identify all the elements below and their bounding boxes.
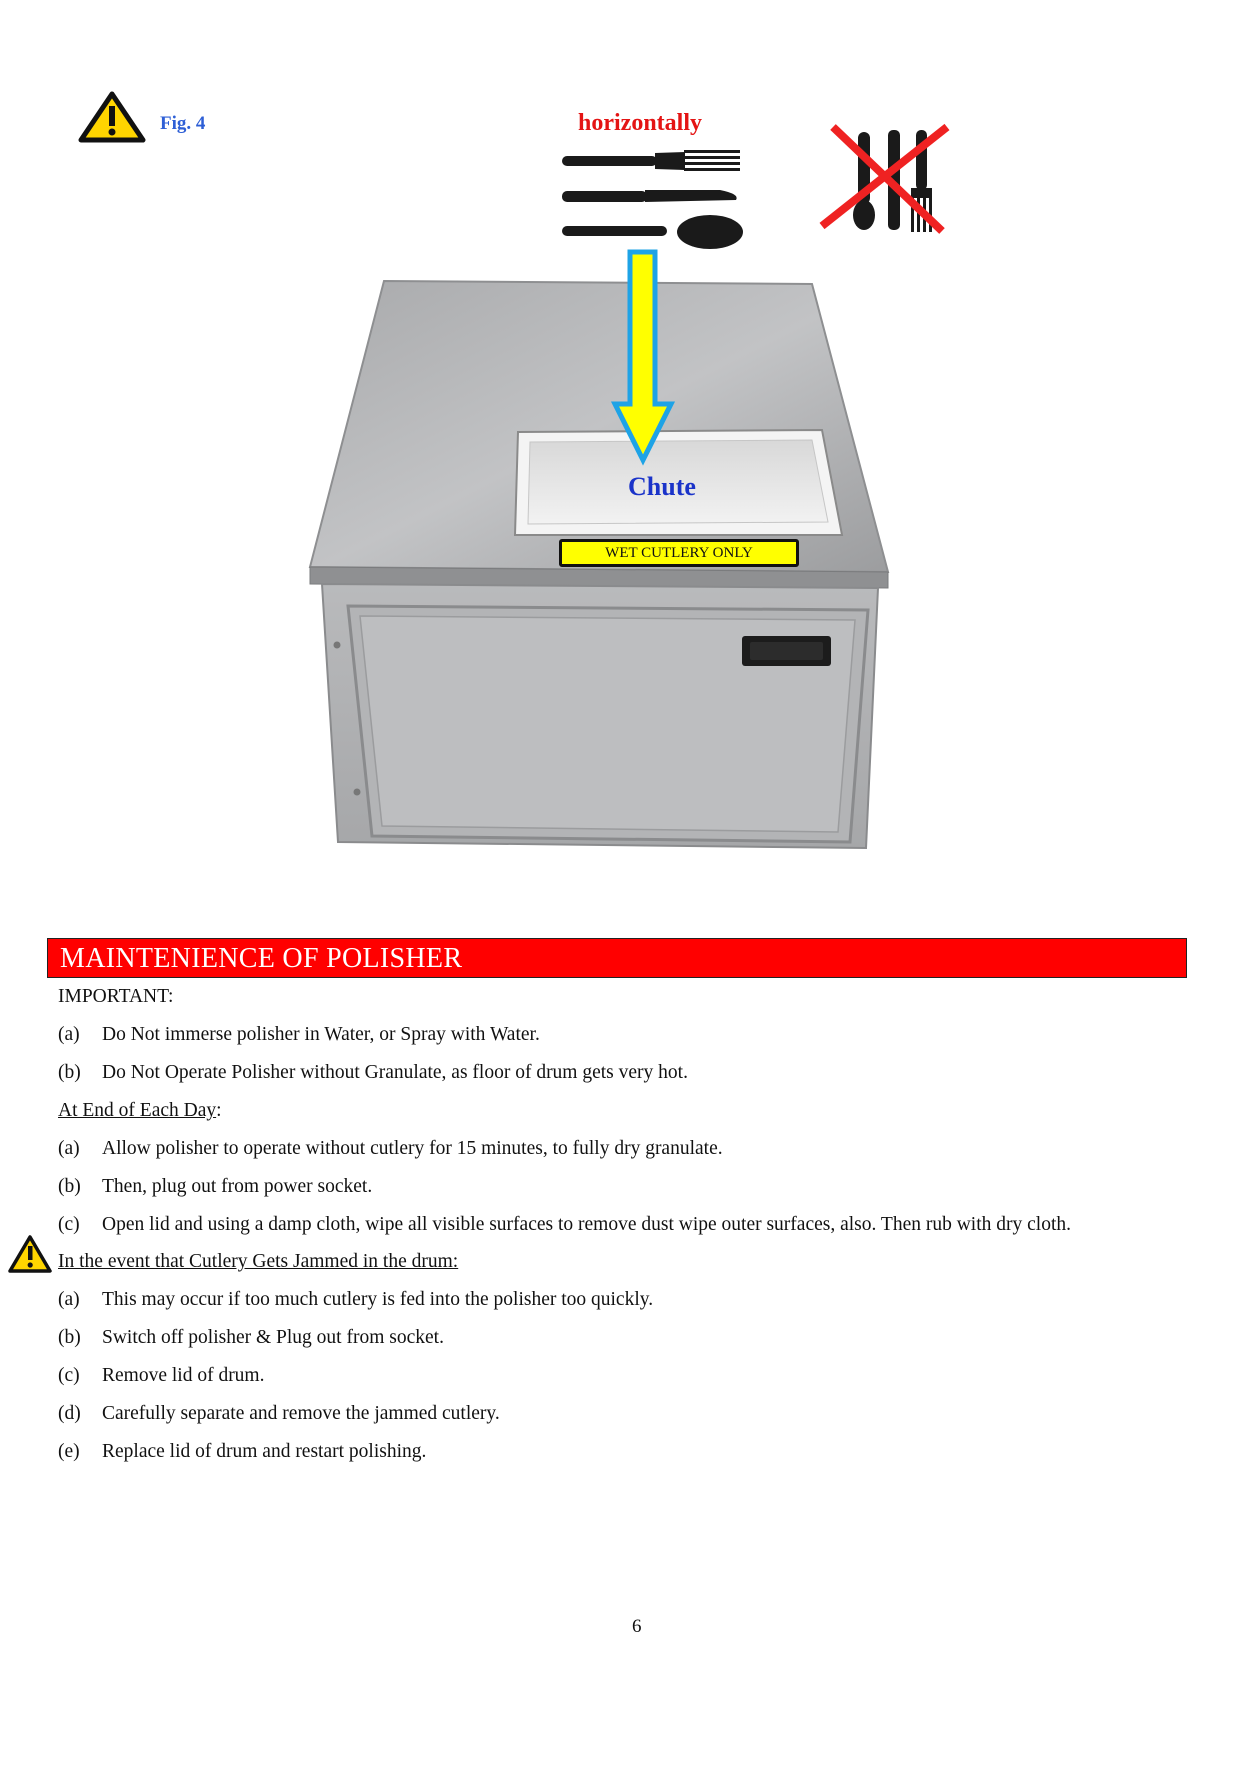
list-item [58, 1288, 653, 1312]
list-item [58, 1402, 500, 1426]
list-item [58, 1364, 264, 1388]
cutlery-horizontal-icon [562, 150, 743, 249]
warning-icon [7, 1234, 53, 1274]
list-text: Then, plug out from power socket. [102, 1176, 373, 1197]
wet-cutlery-label: WET CUTLERY ONLY [559, 539, 799, 567]
list-text: Replace lid of drum and restart polishing. [102, 1441, 427, 1462]
section-header [47, 938, 1187, 978]
end-of-day-heading: At End of Each Day [58, 1100, 217, 1121]
cutlery-vertical-crossed-icon [822, 127, 947, 232]
list-item [58, 1440, 426, 1464]
list-letter: (c) [58, 1214, 80, 1235]
list-item [58, 1061, 688, 1085]
list-letter: (c) [58, 1365, 80, 1386]
list-letter: (a) [58, 1024, 80, 1045]
list-item [58, 1175, 372, 1199]
list-text: Carefully separate and remove the jammed cutlery. [102, 1403, 500, 1424]
list-text: Switch off polisher & Plug out from socket. [102, 1327, 444, 1348]
list-letter: (d) [58, 1403, 81, 1424]
list-letter: (b) [58, 1062, 81, 1083]
section-title: MAINTENIENCE OF POLISHER [60, 943, 463, 974]
list-text: Open lid and using a damp cloth, wipe all visible surfaces to remove dust wipe outer surfaces, also. Then rub with dry cloth. [102, 1214, 1071, 1235]
list-item [58, 1326, 444, 1350]
list-item [58, 1213, 1071, 1237]
list-text: Do Not immerse polisher in Water, or Spray with Water. [102, 1024, 540, 1045]
jam-heading: In the event that Cutlery Gets Jammed in the drum: [58, 1251, 459, 1272]
list-text: Remove lid of drum. [102, 1365, 265, 1386]
jam-heading-line [58, 1250, 458, 1274]
end-of-day-heading-line: At End of Each Day: [58, 1100, 222, 1121]
list-item [58, 1023, 540, 1047]
list-letter: (a) [58, 1138, 80, 1159]
figure-label: Fig. 4 [160, 113, 206, 134]
list-letter: (b) [58, 1176, 81, 1197]
list-text: This may occur if too much cutlery is fed into the polisher too quickly. [102, 1289, 654, 1310]
list-item [58, 1137, 723, 1161]
list-text: Do Not Operate Polisher without Granulate, as floor of drum gets very hot. [102, 1062, 688, 1083]
important-heading: IMPORTANT: [58, 986, 174, 1007]
warning-icon [81, 94, 143, 140]
list-letter: (a) [58, 1289, 80, 1310]
list-text: Allow polisher to operate without cutlery for 15 minutes, to fully dry granulate. [102, 1138, 723, 1159]
list-letter: (b) [58, 1327, 81, 1348]
list-letter: (e) [58, 1441, 80, 1462]
page-number: 6 [632, 1616, 642, 1637]
chute-label: Chute [628, 472, 696, 501]
horizontally-label: horizontally [578, 110, 702, 136]
